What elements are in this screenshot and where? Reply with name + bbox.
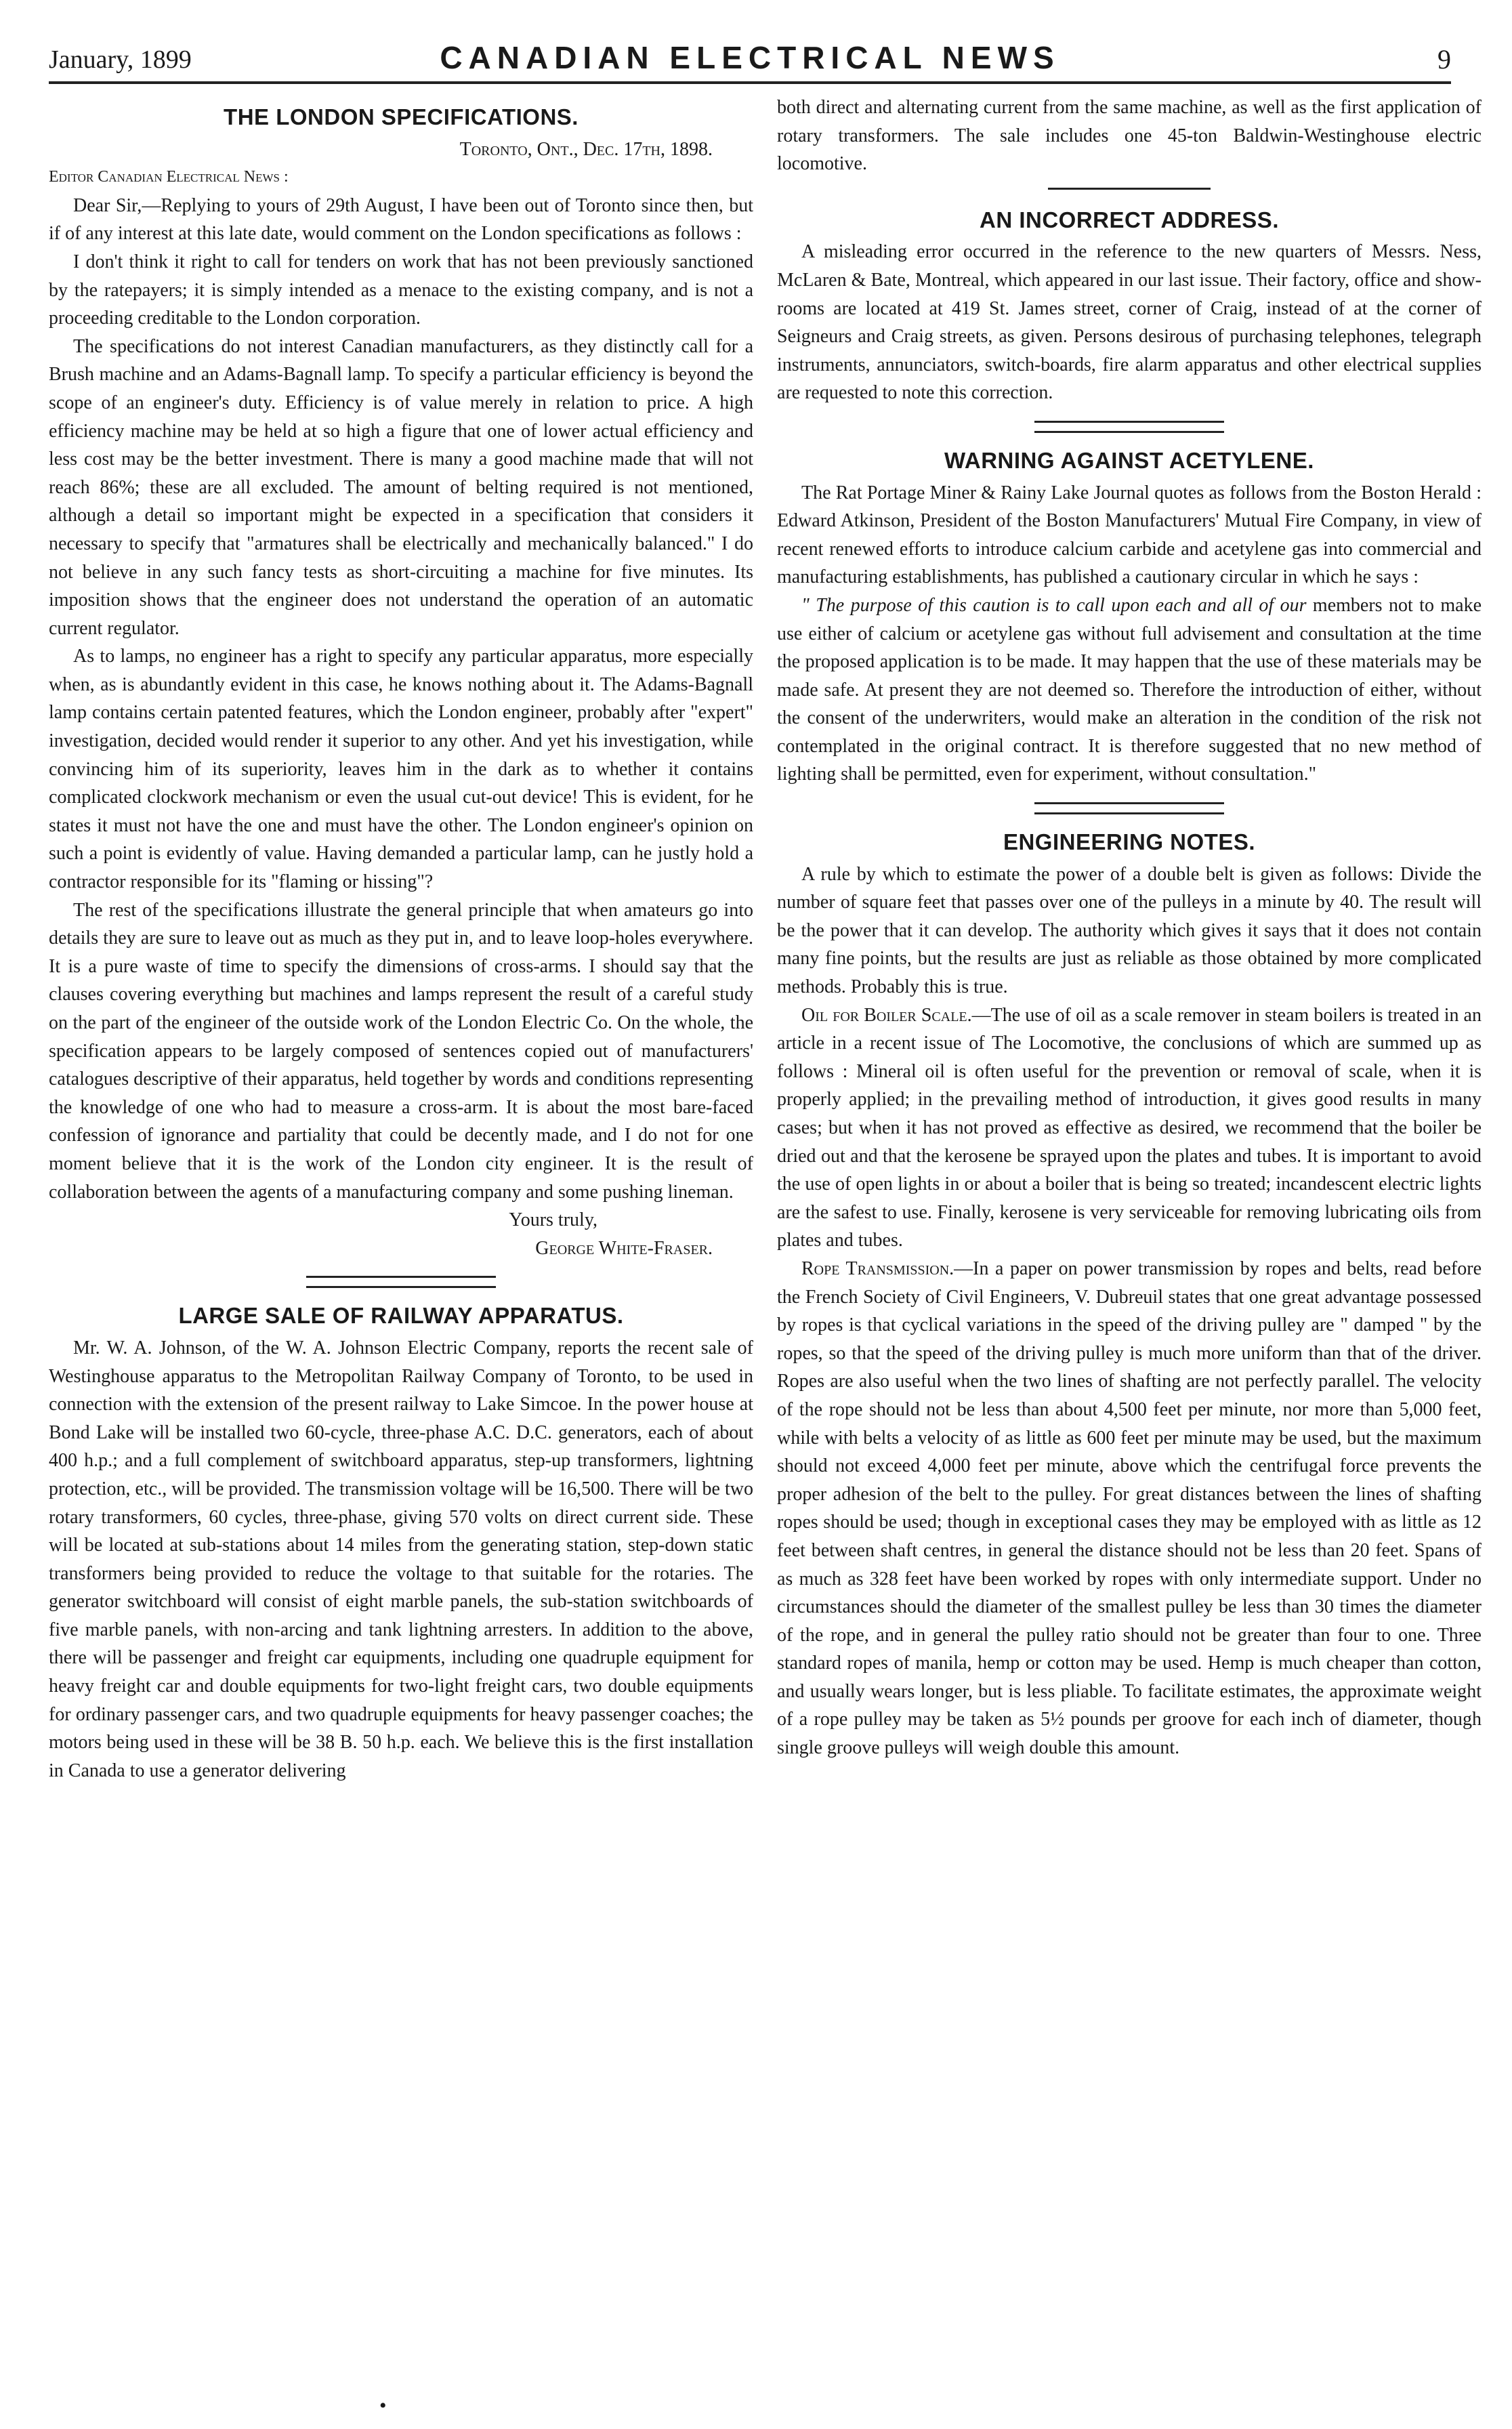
- paragraph: The specifications do not interest Canadian manufacturers, as they distinctly call for a Brush machine and an Adams-Bagnall lamp. To specify a particular efficiency is beyond the scope of an engineer's duty. Efficiency is of value merely in relation to price. A high efficiency machine may be held at so high a figure that one of lower actual efficiency and less cost may be the better investment. There is many a good machine made that will not reach 86%; these are all excluded. The amount of belting required is not mentioned, although a detail so important might be expected in a specification that considers it necessary to specify that "armatures shall be electrically and mechanically balanced." I do not believe in any such fancy tests as short-circuiting a machine for five minutes. Its imposition shows that the engineer does not understand the operation of an automatic current regulator.: [49, 335, 753, 639]
- run-in-heading: Rope Transmission.: [801, 1258, 954, 1279]
- left-column: [49, 94, 753, 1785]
- issue-date: January, 1899: [49, 45, 192, 74]
- page-number: 9: [1437, 44, 1451, 75]
- paragraph: A misleading error occurred in the reference to the new quarters of Messrs. Ness, McLaren & Bate, Montreal, which appeared in our last issue. Their factory, office and show-rooms are located at 419 St. James street, corner of Craig, instead of at the corner of Seigneurs and Craig streets, as given. Persons desirous of purchasing telephones, telegraph instruments, annunciators, switch-boards, fire alarm apparatus and other electrical supplies are requested to note this correction.: [777, 241, 1482, 404]
- paragraph: [777, 1001, 1482, 1255]
- article-acetylene-warning: [777, 447, 1482, 789]
- paragraph: [777, 1255, 1482, 1762]
- article-title: WARNING AGAINST ACETYLENE.: [944, 447, 1314, 473]
- page-header: [49, 39, 1451, 81]
- article-railway-apparatus: [49, 1302, 753, 1785]
- addressee: Editor Canadian Electrical News :: [49, 168, 289, 186]
- paragraph: The rest of the specifications illustrate the general principle that when amateurs go into details they are sure to leave out as much as they put in, and to leave loop-holes everywhere. It is a pure waste of time to specify the dimensions of cross-arms. I should say that the clauses covering everything but machines and lamps represent the result of a careful study on the part of the engineer of the outside work of the London Electric Co. On the whole, the specification appears to be largely composed of sentences copied out of manufacturers' catalogues descriptive of their apparatus, held together by words and conditions representing the knowledge of one who had to measure a cross-arm. It is about the most bare-faced confession of ignorance and partiality that could be decently made, and I do not for one moment believe that it is the work of the London city engineer. It is the result of collaboration between the agents of a manufacturing company and some pushing lineman.: [49, 899, 753, 1203]
- paragraph: Mr. W. A. Johnson, of the W. A. Johnson Electric Company, reports the recent sale of Westinghouse apparatus to the Metropolitan Railway Company of Toronto, to be used in connection with the extension of the present railway to Lake Simcoe. In the power house at Bond Lake will be installed two 60-cycle, three-phase A.C. D.C. generators, each of about 400 h.p.; and a full complement of switchboard apparatus, step-up transformers, lightning protection, etc., will be provided. The transmission voltage will be 16,500. There will be two rotary transformers, 60 cycles, three-phase, giving 570 volts on direct current side. These will be located at sub-stations about 14 miles from the generating station, step-down static transformers being provided to reduce the voltage to that suitable for the rotaries. The generator switchboard will consist of eight marble panels, the sub-station switchboards of five marble panels, with non-arcing and tank lightning arresters. In addition to the above, there will be passenger and freight car equipments, including one quadruple equipment for heavy freight car and double equipments for two-light freight cars, two double equipments for ordinary passenger cars, and two quadruple equipments for heavy passenger coaches; the motors being used in these will be 38 B. 50 h.p. each. We believe this is the first installation in Canada to use a generator delivering: [49, 1337, 753, 1781]
- paragraph: The Rat Portage Miner & Rainy Lake Journal quotes as follows from the Boston Herald : Edward Atkinson, President of the Boston Manufacturers' Mutual Fire Company, in view of recent renewed efforts to introduce calcium carbide and acetylene gas into commercial and manufacturing establishments, has published a cautionary circular in which he says :: [777, 482, 1482, 588]
- quotation-rest: members not to make use either of calcium or acetylene gas without full advisement and consultation at the time the proposed application is to be made. It may happen that the use of these materials may be made safe. At present they are not deemed so. Therefore the introduction of either, without the consent of the underwriters, would make an alteration in the condition of the risk not contemplated in the original contract. It is therefore suggested that no new method of lighting shall be permitted, even for experiment, without consultation.": [777, 594, 1482, 785]
- paragraph: As to lamps, no engineer has a right to specify any particular apparatus, more especially when, as is abundantly evident in this case, he knows nothing about it. The Adams-Bagnall lamp contains certain patented features, which the London engineer, probably after "expert" investigation, decided would render it superior to any other. And yet his investigation, while convincing him of its superiority, leaves him in the dark as to whether it contains complicated clockwork mechanism or even the usual cut-out device! This is evident, for he states it must not have the one and must have the other. The London engineer's opinion on such a point is evidently of value. Having demanded a particular lamp, can he justly hold a contractor responsible for its "flaming or hissing"?: [49, 646, 753, 893]
- article-title: THE LONDON SPECIFICATIONS.: [224, 104, 579, 129]
- section-divider: [1048, 188, 1211, 190]
- closing: Yours truly,: [509, 1209, 597, 1231]
- article-engineering-notes: [777, 828, 1482, 1762]
- article-title: LARGE SALE OF RAILWAY APPARATUS.: [178, 1303, 624, 1329]
- paragraph-continued: both direct and alternating current from the same machine, as well as the first application of rotary transformers. The sale includes one 45-ton Baldwin-Westinghouse electric locomotive.: [777, 97, 1482, 175]
- paragraph: I don't think it right to call for tenders on work that has not been previously sanctioned by the ratepayers; it is simply intended as a menace to the existing company, and is not a proceeding creditable to the London corporation.: [49, 251, 753, 329]
- quotation: [777, 591, 1482, 789]
- section-divider: [306, 1276, 496, 1288]
- article-london-specifications: [49, 103, 753, 1262]
- dateline: Toronto, Ont., Dec. 17th, 1898.: [459, 138, 713, 160]
- section-divider: [1034, 421, 1224, 433]
- footer-mark: •: [379, 2394, 387, 2417]
- signature: George White-Fraser.: [535, 1237, 713, 1259]
- publication-title: CANADIAN ELECTRICAL NEWS: [440, 40, 1060, 75]
- article-title: ENGINEERING NOTES.: [1003, 829, 1256, 855]
- article-title: AN INCORRECT ADDRESS.: [980, 207, 1279, 232]
- header-rule: [49, 81, 1451, 84]
- run-in-heading: Oil for Boiler Scale.: [801, 1004, 972, 1026]
- right-column: [777, 94, 1482, 1762]
- article-incorrect-address: [777, 206, 1482, 407]
- section-divider: [1034, 802, 1224, 814]
- paragraph-body: —The use of oil as a scale remover in steam boilers is treated in an article in a recent issue of The Locomotive, the conclusions of which are summed up as follows : Mineral oil is often useful for the prevention or removal of scale, when it is properly applied; in the prevailing method of introduction, it gives good results in many cases; but when it has not proved as effective as desired, we recommend that the boiler be dried out and that the kerosene be sprayed upon the plates and tubes. It is important to avoid the use of open lights in or about a boiler that is being so treated; incandescent electric lights are the safest to use. Finally, kerosene is very serviceable for removing lubricating oils from plates and tubes.: [777, 1004, 1482, 1251]
- paragraph: A rule by which to estimate the power of a double belt is given as follows: Divide the number of square feet that passes over one of the pulleys in a minute by 40. The result will be the power that it can develop. The authority which gives it says that it does not contain many fine points, but the results are just as reliable as those obtained by more complicated methods. Probably this is true.: [777, 863, 1482, 998]
- paragraph-body: —In a paper on power transmission by ropes and belts, read before the French Society of Civil Engineers, V. Dubreuil states that one great advantage possessed by ropes is that cyclical variations in the speed of the driving pulley are " damped " by the ropes, so that the speed of the driving pulley is much more uniform than that of the driver. Ropes are also useful when the two lines of shafting are not perfectly parallel. The velocity of the rope should not be less than about 4,500 feet per minute, nor more than 5,000 feet, while with belts a velocity of as little as 600 feet per minute may be used, but the maximum should not exceed 4,000 feet per minute, above which the centrifugal force prevents the proper adhesion of the belt to the pulley. For great distances between the lines of shafting ropes should be used; though in exceptional cases they may be employed with as little as 12 feet between shaft centres, in general the distance should not be less than 20 feet. Spans of as much as 328 feet have been worked by ropes with only intermediate support. Under no circumstances should the diameter of the smallest pulley be less than 30 times the diameter of the rope, and in general the pulley ratio should not be greater than four to one. Three standard ropes of manila, hemp or cotton may be used. Hemp is much cheaper than cotton, and usually wears longer, but is less pliable. To facilitate estimates, the approximate weight of a rope pulley may be taken as 5½ pounds per groove for each inch of diameter, though single groove pulleys will weigh double this amount.: [777, 1258, 1482, 1759]
- paragraph: Dear Sir,—Replying to yours of 29th August, I have been out of Toronto since then, but if of any interest at this late date, would comment on the London specifications as follows :: [49, 194, 753, 245]
- quotation-italic: " The purpose of this caution is to call upon each and all of our: [801, 594, 1307, 616]
